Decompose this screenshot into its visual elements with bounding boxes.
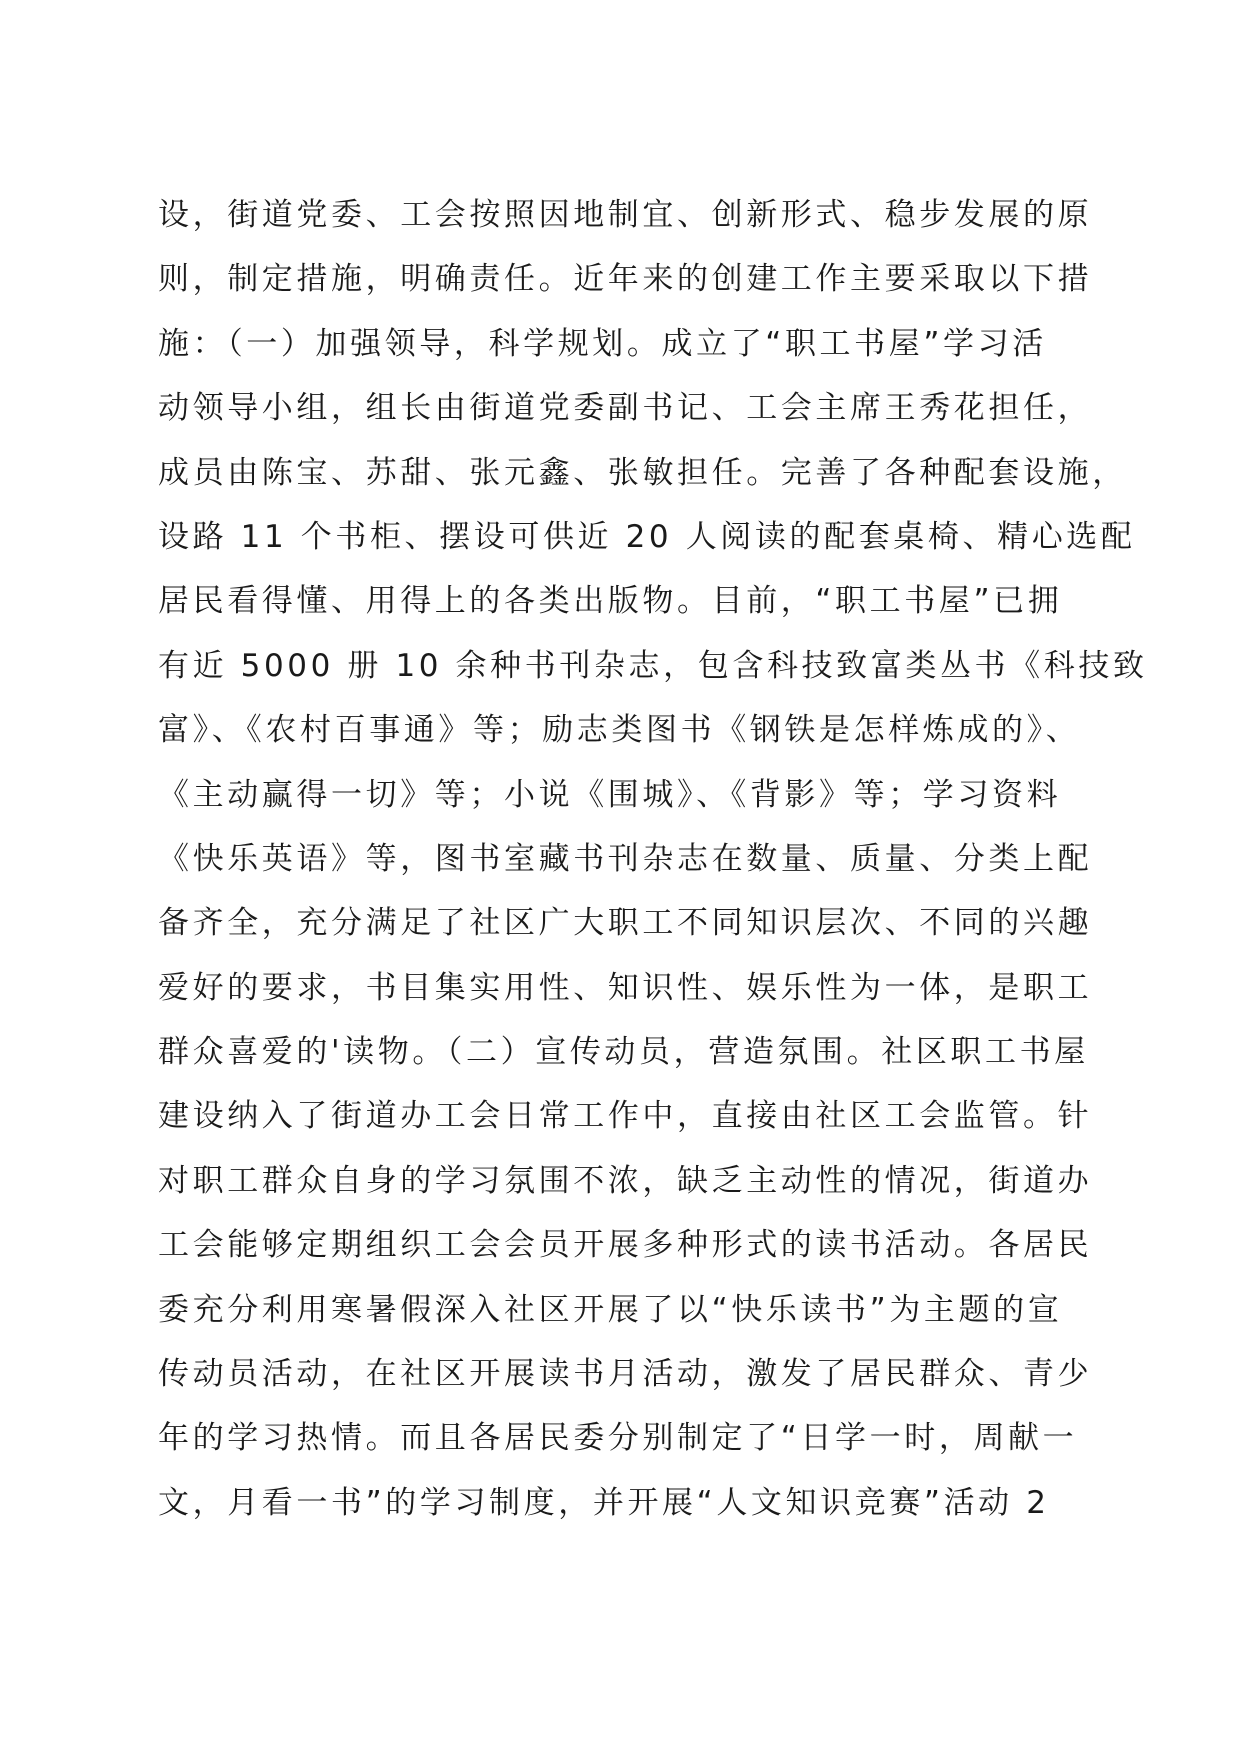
text-line: 文，月看一书”的学习制度，并开展“人文知识竞赛”活动 2 [158, 1484, 1050, 1521]
text-line: 居民看得懂、用得上的各类出版物。目前，“职工书屋”已拥 [158, 583, 1063, 620]
text-line: 施：（一）加强领导，科学规划。成立了“职工书屋”学习活 [158, 325, 1047, 362]
text-line: 有近 5000 册 10 余种书刊杂志，包含科技致富类丛书《科技致 [158, 647, 1148, 684]
text-line: 设路 11 个书柜、摆设可供近 20 人阅读的配套桌椅、精心选配 [158, 518, 1136, 555]
text-line: 工会能够定期组织工会会员开展多种形式的读书活动。各居民 [158, 1227, 1093, 1264]
text-line: 委充分利用寒暑假深入社区开展了以“快乐读书”为主题的宣 [158, 1291, 1063, 1328]
text-line: 《主动赢得一切》等；小说《围城》、《背影》等；学习资料 [158, 776, 1062, 813]
text-line: 群众喜爱的'读物。（二）宣传动员，营造氛围。社区职工书屋 [158, 1034, 1089, 1071]
text-line: 动领导小组，组长由街道党委副书记、工会主席王秀花担任， [158, 390, 1093, 427]
text-line: 对职工群众自身的学习氛围不浓，缺乏主动性的情况，街道办 [158, 1162, 1093, 1199]
body-text [158, 183, 1148, 1535]
text-line: 备齐全，充分满足了社区广大职工不同知识层次、不同的兴趣 [158, 905, 1093, 942]
text-line: 设，街道党委、工会按照因地制宜、创新形式、稳步发展的原 [158, 197, 1093, 233]
text-line: 年的学习热情。而且各居民委分别制定了“日学一时，周献一 [158, 1420, 1078, 1457]
text-line: 爱好的要求，书目集实用性、知识性、娱乐性为一体，是职工 [158, 969, 1093, 1006]
text-line: 建设纳入了街道办工会日常工作中，直接由社区工会监管。针 [158, 1098, 1093, 1135]
text-line: 传动员活动，在社区开展读书月活动，激发了居民群众、青少 [158, 1356, 1093, 1393]
text-line: 《快乐英语》等，图书室藏书刊杂志在数量、质量、分类上配 [158, 840, 1093, 877]
text-line: 则，制定措施，明确责任。近年来的创建工作主要采取以下措 [158, 261, 1093, 298]
text-line: 富》、《农村百事通》等；励志类图书《钢铁是怎样炼成的》、 [158, 712, 1081, 749]
text-line: 成员由陈宝、苏甜、张元鑫、张敏担任。完善了各种配套设施， [158, 454, 1127, 491]
